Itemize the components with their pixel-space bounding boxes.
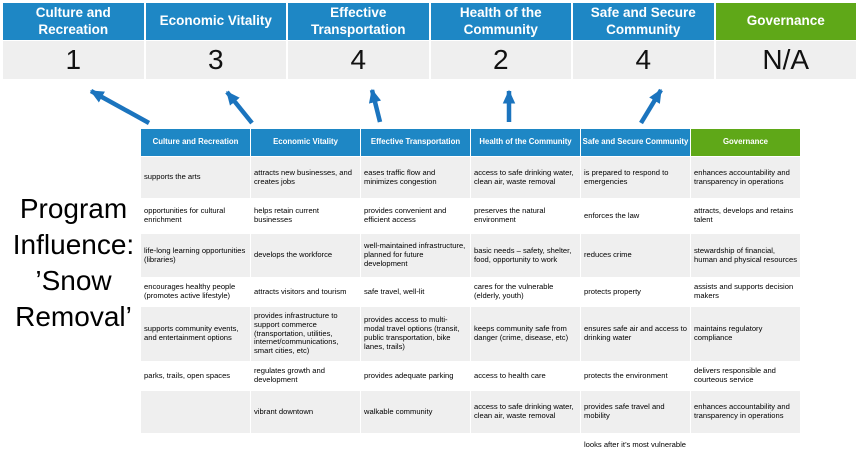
scorecard — [3, 3, 856, 79]
matrix-cell: eases traffic flow and minimizes congestion — [361, 157, 470, 198]
matrix-cell: protects the environment — [581, 362, 690, 390]
matrix-cell: provides infrastructure to support commerce (transportation, utilities, internet/communications, smart cities, etc) — [251, 307, 360, 361]
matrix-row — [141, 278, 800, 306]
page-title-line: Influence: — [12, 229, 135, 260]
matrix-cell: supports community events, and entertainment options — [141, 307, 250, 361]
matrix-cell: provides convenient and efficient access — [361, 199, 470, 233]
matrix-cell: access to safe drinking water, clean air, waste removal — [471, 391, 580, 433]
matrix-cell: life-long learning opportunities (libraries) — [141, 234, 250, 277]
matrix-cell: attracts new businesses, and creates jobs — [251, 157, 360, 198]
scorecard-score: 4 — [573, 41, 714, 79]
matrix-cell: basic needs – safety, shelter, food, opportunity to work — [471, 234, 580, 277]
page-title-line: Program — [19, 193, 128, 224]
matrix-cell: attracts, develops and retains talent — [691, 199, 800, 233]
scorecard-header: Culture and Recreation — [3, 3, 144, 40]
scorecard-column-culture-and-recreation — [3, 3, 144, 79]
matrix-cell: reduces crime — [581, 234, 690, 277]
matrix-cell — [361, 434, 470, 456]
scorecard-score: 3 — [146, 41, 287, 79]
matrix-cell: well-maintained infrastructure, planned for future development — [361, 234, 470, 277]
matrix-cell: ensures safe air and access to drinking water — [581, 307, 690, 361]
page-title-line: Removal’ — [15, 301, 132, 332]
matrix-cell: walkable community — [361, 391, 470, 433]
scorecard-header: Economic Vitality — [146, 3, 287, 40]
matrix-cell: keeps community safe from danger (crime, disease, etc) — [471, 307, 580, 361]
page-title-line: ’Snow — [35, 265, 112, 296]
matrix-cell: stewardship of financial, human and physical resources — [691, 234, 800, 277]
scorecard-column-effective-transportation — [288, 3, 429, 79]
matrix-cell: cares for the vulnerable (elderly, youth) — [471, 278, 580, 306]
matrix-cell: regulates growth and development — [251, 362, 360, 390]
matrix-cell: assists and supports decision makers — [691, 278, 800, 306]
matrix-cell: enhances accountability and transparency in operations — [691, 391, 800, 433]
matrix-cell: protects property — [581, 278, 690, 306]
matrix-row — [141, 362, 800, 390]
matrix-header-cell: Effective Transportation — [361, 129, 470, 156]
scorecard-column-economic-vitality — [146, 3, 287, 79]
matrix-cell: provides safe travel and mobility — [581, 391, 690, 433]
matrix-cell: provides adequate parking — [361, 362, 470, 390]
matrix-header-cell: Economic Vitality — [251, 129, 360, 156]
matrix-cell: opportunities for cultural enrichment — [141, 199, 250, 233]
matrix-cell: preserves the natural environment — [471, 199, 580, 233]
scorecard-header: Governance — [716, 3, 857, 40]
matrix-cell: enforces the law — [581, 199, 690, 233]
matrix-cell: safe travel, well-lit — [361, 278, 470, 306]
up-arrow-icon — [372, 90, 380, 122]
up-arrow-icon — [227, 92, 252, 123]
scorecard-column-governance — [716, 3, 857, 79]
matrix-cell: supports the arts — [141, 157, 250, 198]
scorecard-column-health-of-the-community — [431, 3, 572, 79]
scorecard-score: N/A — [716, 41, 857, 79]
matrix-cell — [691, 434, 800, 456]
matrix-row — [141, 234, 800, 277]
matrix-cell: delivers responsible and courteous service — [691, 362, 800, 390]
matrix-header-cell: Safe and Secure Community — [581, 129, 690, 156]
scorecard-header: Health of the Community — [431, 3, 572, 40]
matrix-cell: encourages healthy people (promotes active lifestyle) — [141, 278, 250, 306]
scorecard-score: 4 — [288, 41, 429, 79]
matrix-cell: access to safe drinking water, clean air, waste removal — [471, 157, 580, 198]
matrix-header-row — [141, 129, 800, 156]
scorecard-column-safe-and-secure-community — [573, 3, 714, 79]
matrix-cell: develops the workforce — [251, 234, 360, 277]
matrix-cell: parks, trails, open spaces — [141, 362, 250, 390]
matrix-cell — [141, 434, 250, 456]
matrix-cell: vibrant downtown — [251, 391, 360, 433]
matrix-header-cell: Governance — [691, 129, 800, 156]
up-arrow-icon — [91, 91, 149, 123]
page-title — [0, 191, 147, 335]
matrix-row — [141, 391, 800, 433]
matrix-cell: is prepared to respond to emergencies — [581, 157, 690, 198]
scorecard-header: Safe and Secure Community — [573, 3, 714, 40]
matrix-row — [141, 157, 800, 198]
matrix-header-cell: Health of the Community — [471, 129, 580, 156]
matrix-cell: helps retain current businesses — [251, 199, 360, 233]
matrix-cell: looks after it’s most vulnerable — [581, 434, 690, 456]
matrix-cell: maintains regulatory compliance — [691, 307, 800, 361]
matrix-cell: access to health care — [471, 362, 580, 390]
matrix-row — [141, 307, 800, 361]
matrix-row — [141, 199, 800, 233]
matrix-table — [140, 128, 801, 457]
matrix-header-cell: Culture and Recreation — [141, 129, 250, 156]
scorecard-score: 2 — [431, 41, 572, 79]
matrix-cell — [471, 434, 580, 456]
matrix-cell — [141, 391, 250, 433]
matrix-row — [141, 434, 800, 456]
up-arrow-icon — [641, 90, 661, 123]
matrix-cell: provides access to multi-modal travel options (transit, public transportation, bike lanes, trails) — [361, 307, 470, 361]
matrix-cell: attracts visitors and tourism — [251, 278, 360, 306]
matrix-cell: enhances accountability and transparency in operations — [691, 157, 800, 198]
scorecard-score: 1 — [3, 41, 144, 79]
matrix-cell — [251, 434, 360, 456]
scorecard-header: Effective Transportation — [288, 3, 429, 40]
